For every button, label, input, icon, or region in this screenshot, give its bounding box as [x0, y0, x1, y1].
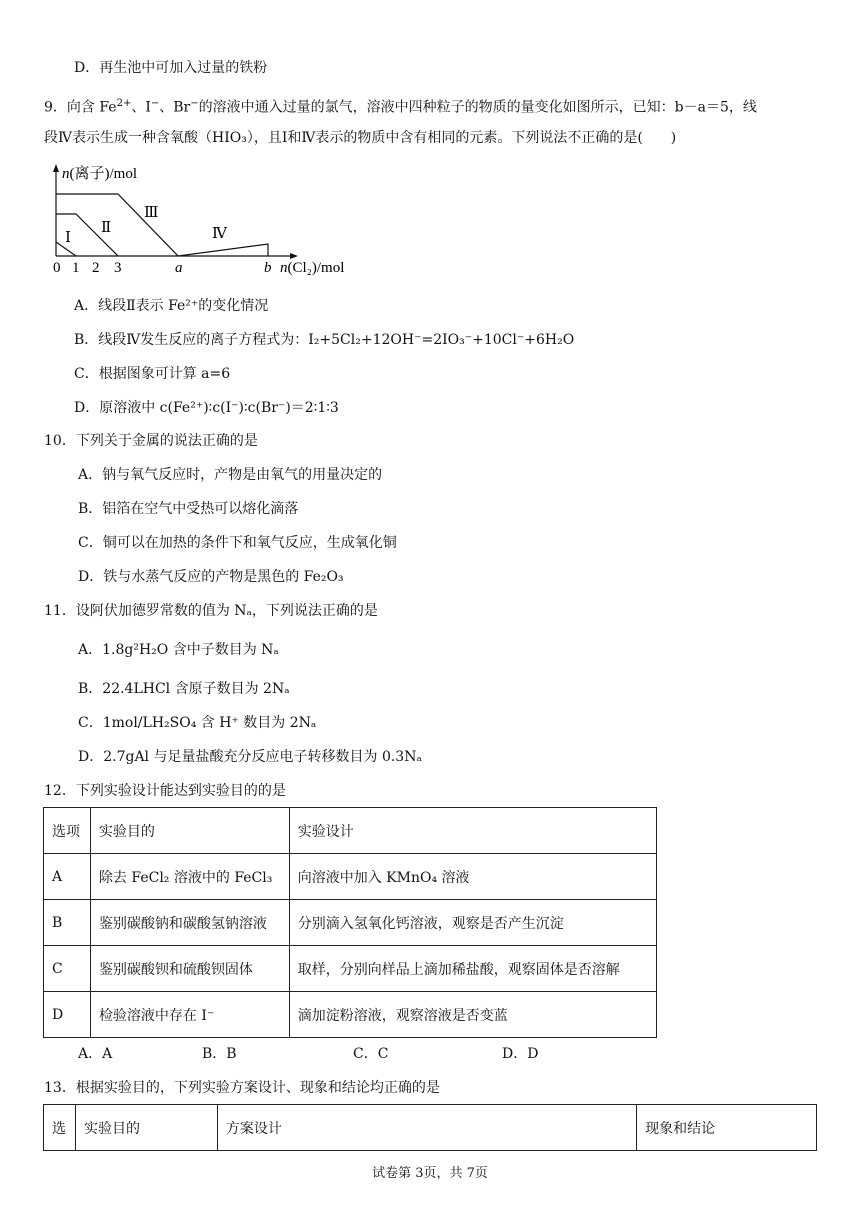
segment-label-ii: Ⅱ	[101, 220, 112, 236]
table-header-cell: 现象和结论	[637, 1105, 817, 1151]
x-axis-label: n(Cl₂)/mol	[280, 260, 345, 276]
q9-stem-sup-fe: 2+	[116, 98, 132, 109]
y-axis-label: n(离子)/mol	[62, 166, 137, 182]
q12-table	[43, 807, 657, 1038]
table-row	[44, 946, 657, 992]
q11-option-b: B．22.4LHCl 含原子数目为 2Nₐ	[78, 681, 290, 697]
q9-stem-line2: 段Ⅳ表示生成一种含氧酸（HIO₃），且Ⅰ和Ⅳ表示的物质中含有相同的元素。下列说法不正确的是( )	[44, 130, 677, 146]
table-cell: D	[44, 992, 91, 1038]
q10-stem: 10．下列关于金属的说法正确的是	[44, 433, 258, 449]
q10-option-c: C．铜可以在加热的条件下和氧气反应，生成氧化铜	[78, 535, 397, 551]
tick-2: 2	[92, 260, 100, 276]
y-axis-arrow	[53, 164, 59, 172]
q12-stem: 12．下列实验设计能达到实验目的的是	[44, 783, 286, 799]
table-cell: 向溶液中加入 KMnO₄ 溶液	[289, 854, 656, 900]
tick-0: 0	[53, 260, 61, 276]
table-cell: C	[44, 946, 91, 992]
table-header-cell: 实验目的	[90, 808, 289, 854]
table-header-row	[44, 808, 657, 854]
tick-3: 3	[114, 260, 122, 276]
table-row	[44, 900, 657, 946]
segment-label-iii: Ⅲ	[144, 205, 159, 221]
tick-1: 1	[72, 260, 80, 276]
q9-stem-sup-i: −	[150, 98, 160, 109]
q10-option-d: D．铁与水蒸气反应的产物是黑色的 Fe₂O₃	[78, 569, 344, 585]
q9-stem-part-c: 、Br	[159, 99, 191, 116]
q9-figure	[44, 158, 374, 278]
q11-option-c: C．1mol/LH₂SO₄ 含 H⁺ 数目为 2Nₐ	[78, 715, 317, 731]
q9-stem-sup-br: −	[190, 98, 199, 109]
table-cell: B	[44, 900, 91, 946]
q12-answer-c: C．C	[353, 1046, 389, 1062]
q9-option-d: D．原溶液中 c(Fe²⁺)∶c(I⁻)∶c(Br⁻)＝2∶1∶3	[74, 400, 339, 416]
segment-label-iv: Ⅳ	[212, 226, 227, 242]
table-cell: 除去 FeCl₂ 溶液中的 FeCl₃	[90, 854, 289, 900]
table-row	[44, 992, 657, 1038]
segment-iii	[56, 194, 178, 256]
table-cell: 分别滴入氢氧化钙溶液，观察是否产生沉淀	[289, 900, 656, 946]
q10-option-b: B．铝箔在空气中受热可以熔化滴落	[78, 501, 299, 517]
table-header-cell: 选	[44, 1105, 76, 1151]
q9-option-b: B．线段Ⅳ发生反应的离子方程式为：I₂+5Cl₂+12OH⁻=2IO₃⁻+10Cl⁻+6H₂O	[74, 332, 575, 348]
q13-stem: 13．根据实验目的，下列实验方案设计、现象和结论均正确的是	[44, 1080, 440, 1096]
q9-stem-line1	[44, 94, 757, 118]
table-header-cell: 选项	[44, 808, 91, 854]
q11-stem: 11．设阿伏加德罗常数的值为 Nₐ，下列说法正确的是	[44, 603, 378, 619]
table-cell: 滴加淀粉溶液，观察溶液是否变蓝	[289, 992, 656, 1038]
table-header-cell: 实验设计	[289, 808, 656, 854]
q10-option-a: A．钠与氧气反应时，产物是由氧气的用量决定的	[78, 467, 383, 483]
q9-stem-part-b: 、I	[131, 99, 151, 116]
table-header-row	[44, 1105, 817, 1151]
segment-label-i: Ⅰ	[65, 230, 71, 246]
table-cell: 鉴别碳酸钠和碳酸氢钠溶液	[90, 900, 289, 946]
q12-answer-b: B．B	[202, 1046, 237, 1062]
q12-answer-d: D．D	[502, 1046, 539, 1062]
q8-option-d: D．再生池中可加入过量的铁粉	[74, 60, 268, 76]
q9-stem-part-d: 的溶液中通入过量的氯气，溶液中四种粒子的物质的量变化如图所示，已知：b－a＝5，线	[198, 99, 757, 116]
table-cell: 取样，分别向样品上滴加稀盐酸，观察固体是否溶解	[289, 946, 656, 992]
q13-table	[43, 1104, 817, 1151]
table-cell: A	[44, 854, 91, 900]
q12-answer-a: A．A	[78, 1046, 113, 1062]
table-cell: 鉴别碳酸钡和硫酸钡固体	[90, 946, 289, 992]
table-row	[44, 854, 657, 900]
table-header-cell: 实验目的	[75, 1105, 217, 1151]
table-cell: 检验溶液中存在 I⁻	[90, 992, 289, 1038]
q11-option-d: D．2.7gAl 与足量盐酸充分反应电子转移数目为 0.3Nₐ	[78, 749, 422, 765]
tick-a: a	[175, 260, 183, 276]
q11-option-a: A．1.8g²H₂O 含中子数目为 Nₐ	[78, 642, 279, 658]
q9-option-a: A．线段Ⅱ表示 Fe²⁺的变化情况	[74, 298, 269, 314]
segment-iv	[178, 244, 268, 256]
q9-stem-part-a: 9．向含 Fe	[44, 99, 117, 116]
table-header-cell: 方案设计	[217, 1105, 636, 1151]
q9-option-c: C．根据图象可计算 a=6	[74, 366, 231, 382]
x-axis-arrow	[290, 253, 298, 259]
tick-b: b	[264, 260, 272, 276]
page-footer: 试卷第 3页，共 7页	[372, 1166, 488, 1181]
